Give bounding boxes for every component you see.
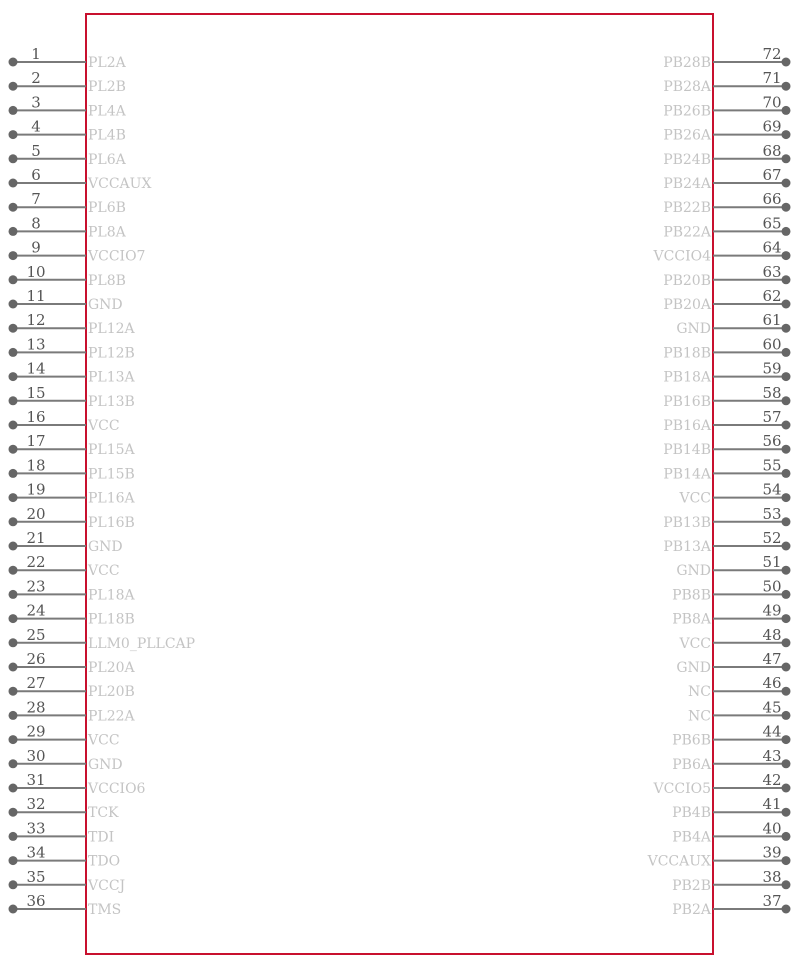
left-pin-group: [9, 45, 196, 918]
pin-number: 49: [762, 601, 782, 620]
pin-46: [688, 674, 790, 700]
pin-number: 12: [26, 311, 46, 330]
pin-number: 14: [26, 359, 46, 378]
pin-name-label: PL20B: [88, 684, 135, 701]
pin-name-label: PL18A: [88, 587, 135, 604]
pin-name-label: PB6B: [672, 732, 711, 749]
pin-name-label: PB20A: [663, 297, 711, 313]
pin-26: [9, 650, 136, 676]
pin-50: [672, 577, 790, 603]
pin-endpoint-dot: [782, 300, 791, 309]
pin-17: [9, 432, 136, 458]
pin-number: 24: [26, 601, 46, 620]
pin-endpoint-dot: [782, 82, 791, 91]
pin-number: 21: [26, 529, 46, 547]
pin-number: 27: [26, 674, 46, 693]
right-pin-group: [647, 45, 791, 918]
pin-endpoint-dot: [9, 82, 18, 91]
pin-number: 8: [31, 214, 41, 233]
pin-30: [9, 747, 123, 773]
pin-endpoint-dot: [782, 154, 791, 163]
pin-name-label: PL2A: [88, 55, 126, 71]
pin-number: 9: [31, 238, 41, 257]
pin-58: [663, 384, 790, 410]
pin-name-label: VCC: [679, 635, 711, 652]
pin-number: 52: [762, 529, 782, 547]
pin-number: 59: [762, 359, 782, 378]
pin-name-label: VCCJ: [88, 877, 126, 894]
pin-3: [9, 93, 127, 119]
pin-endpoint-dot: [782, 614, 791, 623]
pin-41: [672, 795, 790, 821]
pin-name-label: PL13A: [88, 369, 135, 386]
pin-endpoint-dot: [9, 759, 18, 768]
pin-54: [678, 481, 790, 507]
pin-endpoint-dot: [9, 880, 18, 889]
pin-number: 72: [762, 45, 782, 63]
pin-24: [9, 602, 135, 628]
pin-name-label: GND: [676, 563, 711, 580]
pin-39: [647, 844, 791, 870]
pin-endpoint-dot: [9, 300, 18, 309]
pin-number: 39: [762, 843, 782, 862]
pin-23: [9, 577, 136, 603]
pin-endpoint-dot: [9, 421, 18, 430]
pin-name-label: PL6A: [88, 151, 126, 168]
pin-66: [663, 190, 790, 216]
pin-number: 53: [762, 504, 782, 523]
pin-name-label: PL4A: [88, 103, 126, 120]
pin-number: 64: [762, 238, 782, 257]
pin-name-label: PL12A: [88, 321, 135, 338]
pin-57: [663, 408, 790, 434]
pin-name-label: PB20B: [663, 272, 711, 289]
pin-number: 44: [762, 722, 782, 741]
pin-name-label: PL16A: [88, 490, 135, 507]
pin-number: 15: [26, 383, 46, 402]
pin-number: 68: [762, 141, 782, 160]
pin-name-label: PB8B: [672, 587, 711, 604]
pin-number: 50: [762, 577, 782, 596]
pin-62: [663, 287, 790, 313]
pin-number: 48: [762, 625, 782, 644]
pin-number: 31: [26, 771, 46, 789]
pin-72: [663, 45, 790, 71]
pin-number: 67: [762, 166, 782, 184]
pin-endpoint-dot: [9, 396, 18, 405]
pin-endpoint-dot: [782, 832, 791, 841]
pin-endpoint-dot: [9, 203, 18, 212]
pin-name-label: VCC: [88, 732, 120, 749]
pin-number: 28: [26, 698, 46, 717]
pin-name-label: GND: [88, 756, 123, 773]
pin-27: [9, 674, 135, 700]
pin-number: 56: [762, 432, 782, 451]
pin-name-label: VCCIO6: [88, 781, 146, 797]
pin-endpoint-dot: [782, 880, 791, 889]
pin-endpoint-dot: [9, 638, 18, 647]
pin-endpoint-dot: [9, 687, 18, 696]
pin-name-label: VCC: [88, 418, 120, 434]
pin-number: 57: [762, 408, 782, 426]
pin-number: 63: [762, 262, 782, 281]
pin-name-label: PB28B: [663, 55, 711, 71]
pin-2: [9, 69, 126, 95]
pin-name-label: PB24A: [663, 176, 711, 192]
pin-name-label: PL4B: [88, 127, 126, 144]
pin-endpoint-dot: [782, 663, 791, 672]
pin-59: [663, 360, 790, 386]
pin-endpoint-dot: [782, 542, 791, 551]
pin-name-label: PB4A: [672, 829, 711, 846]
pin-13: [9, 335, 135, 361]
pin-number: 1: [31, 45, 41, 63]
pin-number: 66: [762, 190, 782, 209]
pin-number: 22: [26, 553, 46, 572]
pin-number: 41: [762, 795, 782, 814]
pin-name-label: PB26A: [663, 127, 711, 144]
pin-71: [663, 69, 790, 95]
pin-1: [9, 45, 127, 71]
pin-18: [9, 456, 135, 482]
pin-number: 71: [762, 69, 782, 88]
pin-name-label: PB16A: [663, 418, 711, 434]
pin-38: [672, 868, 790, 894]
pin-number: 61: [762, 311, 782, 330]
pin-number: 30: [26, 746, 46, 765]
pin-name-label: PB6A: [672, 756, 711, 773]
pin-number: 65: [762, 214, 782, 233]
pin-7: [9, 190, 126, 216]
pin-name-label: PL20A: [88, 660, 135, 676]
pin-70: [663, 93, 790, 119]
pin-number: 34: [26, 843, 46, 862]
pin-36: [9, 892, 122, 918]
pin-endpoint-dot: [9, 130, 18, 139]
pin-endpoint-dot: [782, 493, 791, 502]
pin-endpoint-dot: [9, 58, 18, 67]
pin-endpoint-dot: [782, 324, 791, 333]
pin-endpoint-dot: [9, 445, 18, 454]
pin-endpoint-dot: [782, 759, 791, 768]
pin-number: 38: [762, 867, 782, 886]
pin-endpoint-dot: [9, 856, 18, 865]
pin-endpoint-dot: [782, 638, 791, 647]
pin-61: [676, 311, 790, 337]
pin-endpoint-dot: [9, 154, 18, 163]
pin-endpoint-dot: [9, 179, 18, 188]
pin-number: 33: [26, 819, 46, 838]
pin-number: 2: [31, 69, 41, 88]
pin-69: [663, 118, 790, 144]
pin-name-label: PB22A: [663, 224, 711, 241]
pin-endpoint-dot: [782, 566, 791, 575]
pin-number: 35: [26, 867, 46, 886]
pin-name-label: TDO: [88, 853, 121, 870]
pin-endpoint-dot: [9, 614, 18, 623]
pin-32: [9, 795, 120, 821]
pin-15: [9, 384, 135, 410]
pin-endpoint-dot: [782, 517, 791, 526]
pin-endpoint-dot: [782, 590, 791, 599]
pin-49: [672, 602, 790, 628]
pin-10: [9, 263, 126, 289]
pin-name-label: GND: [88, 539, 123, 555]
pin-endpoint-dot: [782, 469, 791, 478]
pin-number: 36: [26, 892, 46, 910]
pin-endpoint-dot: [9, 348, 18, 357]
pin-name-label: TDI: [88, 829, 115, 846]
pin-endpoint-dot: [9, 251, 18, 260]
pin-number: 18: [26, 456, 46, 475]
pin-name-label: PB8A: [672, 611, 711, 628]
pin-endpoint-dot: [9, 542, 18, 551]
pin-endpoint-dot: [782, 348, 791, 357]
pin-number: 46: [762, 674, 782, 693]
pin-63: [663, 263, 790, 289]
pin-name-label: PL8B: [88, 272, 126, 289]
pin-28: [9, 698, 136, 724]
pin-number: 7: [31, 190, 41, 209]
pin-endpoint-dot: [9, 735, 18, 744]
pin-11: [9, 287, 123, 313]
pin-endpoint-dot: [9, 227, 18, 236]
pin-9: [9, 239, 146, 265]
pin-6: [9, 166, 152, 192]
pin-21: [9, 529, 123, 555]
pin-name-label: PL8A: [88, 224, 126, 241]
pin-name-label: PB24B: [663, 151, 711, 168]
pin-52: [663, 529, 790, 555]
pin-name-label: TMS: [88, 902, 122, 918]
pin-name-label: PB13A: [663, 539, 711, 555]
pin-name-label: PL12B: [88, 345, 135, 362]
pin-48: [678, 626, 790, 652]
pin-67: [663, 166, 790, 192]
pin-43: [672, 747, 790, 773]
pin-name-label: PL22A: [88, 708, 135, 725]
pin-name-label: PB2A: [672, 902, 711, 918]
pin-name-label: TCK: [88, 805, 119, 822]
pin-name-label: PL6B: [88, 200, 126, 217]
pin-4: [9, 118, 126, 144]
pin-endpoint-dot: [782, 130, 791, 139]
pin-endpoint-dot: [782, 106, 791, 115]
pin-34: [9, 844, 121, 870]
pin-endpoint-dot: [782, 784, 791, 793]
pin-name-label: VCCAUX: [647, 853, 711, 870]
pin-endpoint-dot: [9, 517, 18, 526]
pin-29: [9, 723, 120, 749]
pin-name-label: VCCIO4: [653, 248, 711, 265]
component-body-outline: [86, 14, 713, 954]
pin-44: [672, 723, 790, 749]
pin-name-label: PB13B: [663, 514, 711, 531]
pin-endpoint-dot: [9, 808, 18, 817]
pin-number: 23: [26, 577, 46, 596]
pin-68: [663, 142, 790, 168]
pin-endpoint-dot: [782, 372, 791, 381]
pin-name-label: PB4B: [672, 805, 711, 822]
pin-12: [9, 311, 136, 337]
pin-number: 40: [762, 819, 782, 838]
pin-name-label: VCCIO7: [88, 248, 146, 265]
pin-number: 11: [26, 287, 46, 305]
pin-number: 37: [762, 892, 782, 910]
pin-name-label: VCC: [88, 563, 120, 580]
pin-endpoint-dot: [9, 493, 18, 502]
pin-40: [672, 819, 790, 845]
pin-name-label: PB18B: [663, 345, 711, 362]
pin-19: [9, 481, 136, 507]
pin-number: 43: [762, 746, 782, 765]
pin-name-label: PB14A: [663, 466, 711, 483]
pin-endpoint-dot: [9, 711, 18, 720]
pin-number: 29: [26, 722, 46, 741]
pin-64: [653, 239, 791, 265]
pin-20: [9, 505, 135, 531]
pin-56: [663, 432, 790, 458]
pin-45: [688, 698, 790, 724]
pin-number: 69: [762, 117, 782, 136]
pin-name-label: PB2B: [672, 877, 711, 894]
pin-37: [672, 892, 790, 918]
pin-number: 54: [762, 480, 782, 499]
pin-endpoint-dot: [782, 58, 791, 67]
pin-endpoint-dot: [782, 251, 791, 260]
pin-35: [9, 868, 126, 894]
pin-endpoint-dot: [782, 421, 791, 430]
pin-endpoint-dot: [782, 396, 791, 405]
pin-name-label: LLM0_PLLCAP: [88, 635, 196, 652]
pin-name-label: VCCIO5: [653, 781, 711, 797]
pin-number: 47: [762, 650, 782, 668]
pin-42: [653, 771, 791, 797]
pin-endpoint-dot: [9, 106, 18, 115]
pin-number: 4: [31, 117, 41, 136]
pin-number: 20: [26, 504, 46, 523]
pin-number: 62: [762, 287, 782, 305]
pin-endpoint-dot: [9, 566, 18, 575]
pin-name-label: VCC: [679, 490, 711, 507]
pin-endpoint-dot: [782, 687, 791, 696]
pin-33: [9, 819, 115, 845]
pin-name-label: GND: [88, 297, 123, 313]
pin-number: 16: [26, 408, 46, 426]
pin-name-label: GND: [676, 660, 711, 676]
pin-16: [9, 408, 120, 434]
pin-name-label: PL2B: [88, 79, 126, 96]
pin-endpoint-dot: [9, 372, 18, 381]
pin-name-label: VCCAUX: [88, 176, 152, 192]
pin-name-label: PB28A: [663, 79, 711, 96]
pin-name-label: PB18A: [663, 369, 711, 386]
pin-31: [9, 771, 146, 797]
pin-name-label: PB26B: [663, 103, 711, 120]
pin-endpoint-dot: [9, 324, 18, 333]
pin-endpoint-dot: [782, 856, 791, 865]
pin-name-label: PL15A: [88, 442, 135, 459]
pin-name-label: GND: [676, 321, 711, 338]
pin-endpoint-dot: [9, 784, 18, 793]
pin-25: [9, 626, 196, 652]
pin-endpoint-dot: [782, 735, 791, 744]
pin-endpoint-dot: [782, 179, 791, 188]
pin-name-label: PB22B: [663, 200, 711, 217]
pin-number: 51: [762, 553, 782, 572]
pin-endpoint-dot: [782, 711, 791, 720]
pin-endpoint-dot: [782, 275, 791, 284]
pin-number: 42: [762, 771, 782, 789]
pin-name-label: PB14B: [663, 442, 711, 459]
pin-14: [9, 360, 136, 386]
pin-number: 25: [26, 625, 46, 644]
pin-number: 19: [26, 480, 46, 499]
pin-number: 58: [762, 383, 782, 402]
pin-number: 5: [31, 141, 41, 160]
pin-endpoint-dot: [782, 445, 791, 454]
pin-55: [663, 456, 790, 482]
pin-number: 17: [26, 432, 46, 451]
pin-number: 6: [31, 166, 41, 184]
pin-name-label: PB16B: [663, 393, 711, 410]
pin-endpoint-dot: [782, 905, 791, 914]
pin-51: [676, 553, 790, 579]
pin-number: 60: [762, 335, 782, 354]
pin-53: [663, 505, 790, 531]
pin-number: 70: [762, 93, 782, 112]
pin-endpoint-dot: [9, 590, 18, 599]
pin-name-label: PL15B: [88, 466, 135, 483]
pin-65: [663, 214, 790, 240]
pin-endpoint-dot: [782, 227, 791, 236]
pin-number: 45: [762, 698, 782, 717]
pin-endpoint-dot: [9, 469, 18, 478]
pin-number: 13: [26, 335, 46, 354]
pin-name-label: PL16B: [88, 514, 135, 531]
pin-name-label: PL18B: [88, 611, 135, 628]
pin-endpoint-dot: [9, 832, 18, 841]
pin-endpoint-dot: [9, 275, 18, 284]
pin-47: [676, 650, 790, 676]
pin-number: 55: [762, 456, 782, 475]
pin-endpoint-dot: [782, 808, 791, 817]
pin-8: [9, 214, 127, 240]
pin-name-label: NC: [688, 708, 711, 725]
pin-number: 10: [26, 262, 46, 281]
pin-name-label: PL13B: [88, 393, 135, 410]
pin-endpoint-dot: [9, 663, 18, 672]
pin-number: 26: [26, 650, 46, 668]
pin-endpoint-dot: [782, 203, 791, 212]
pin-endpoint-dot: [9, 905, 18, 914]
pin-name-label: NC: [688, 684, 711, 701]
pin-5: [9, 142, 127, 168]
pin-22: [9, 553, 120, 579]
pin-number: 32: [26, 795, 46, 814]
pin-60: [663, 335, 790, 361]
pin-number: 3: [31, 93, 41, 112]
